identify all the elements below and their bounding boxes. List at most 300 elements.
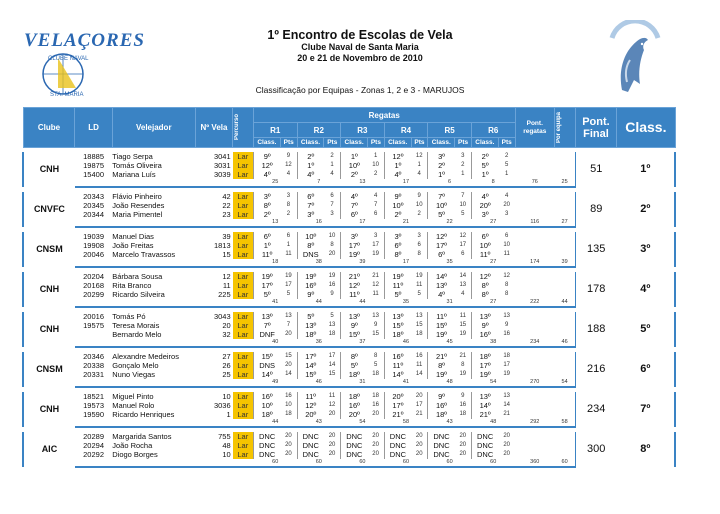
sail-number: 15 bbox=[222, 250, 231, 259]
race-points: 13 bbox=[503, 393, 511, 399]
race-class: 4º bbox=[471, 192, 498, 201]
course: Lar bbox=[233, 450, 254, 459]
race-points: 5 bbox=[417, 291, 421, 297]
race-total: 8 bbox=[471, 179, 515, 187]
race-points: 2 bbox=[373, 171, 378, 177]
class-subheader: Class. bbox=[471, 138, 498, 148]
race-points: 14 bbox=[285, 371, 292, 377]
sail-number: 3031 bbox=[213, 161, 231, 170]
pont-final: 51 bbox=[575, 152, 617, 187]
sail-number: 3039 bbox=[213, 170, 231, 179]
table-row bbox=[23, 352, 675, 361]
race-class: 8º bbox=[341, 352, 368, 361]
race-points: 5 bbox=[461, 211, 465, 217]
race-class: 1º bbox=[428, 170, 455, 179]
race-class: 8º bbox=[471, 281, 498, 290]
race-class: 3º bbox=[428, 152, 455, 161]
pts-subheader: Pts bbox=[368, 138, 385, 148]
race-header-6: R6 bbox=[471, 123, 515, 138]
pont-regatas-cell bbox=[515, 392, 554, 419]
race-class: 11º bbox=[428, 312, 455, 321]
race-points: 8 bbox=[461, 362, 465, 368]
race-class: 1º bbox=[341, 152, 368, 161]
race-points: 1 bbox=[330, 162, 334, 168]
race-class: 9º bbox=[297, 290, 324, 299]
race-class: 1º bbox=[384, 161, 411, 170]
race-class: 11º bbox=[341, 290, 368, 299]
sailor-ld: 20343 bbox=[83, 192, 104, 201]
race-total: 60 bbox=[428, 459, 472, 467]
race-total: 49 bbox=[253, 379, 297, 387]
sail-number: 32 bbox=[222, 330, 231, 339]
team-pont-regatas: 174 bbox=[515, 259, 554, 267]
pont-regatas-cell bbox=[515, 312, 554, 339]
course: Lar bbox=[233, 361, 254, 370]
course: Lar bbox=[233, 401, 254, 410]
sailor-name: Manuel Dias bbox=[112, 232, 154, 241]
race-class: 10º bbox=[428, 201, 455, 210]
race-class: 11º bbox=[384, 281, 411, 290]
race-points: 20 bbox=[459, 451, 467, 457]
race-points: 1 bbox=[461, 171, 465, 177]
sail-number: 25 bbox=[222, 370, 231, 379]
por-equipa-cell bbox=[554, 152, 575, 179]
race-points: 6 bbox=[330, 193, 334, 199]
team-por-equipa: 44 bbox=[554, 299, 575, 307]
class-subheader: Class. bbox=[297, 138, 324, 148]
race-points: 21 bbox=[459, 353, 467, 359]
race-points: 17 bbox=[503, 362, 511, 368]
race-class: 18º bbox=[297, 330, 324, 339]
race-header-5: R5 bbox=[428, 123, 472, 138]
sail-number: 3041 bbox=[213, 152, 231, 161]
race-class: 9º bbox=[471, 321, 498, 330]
team-club: CNSM bbox=[23, 232, 75, 267]
race-points: 18 bbox=[503, 353, 511, 359]
race-points: 2 bbox=[286, 211, 291, 217]
race-total: 60 bbox=[253, 459, 297, 467]
race-class: 20º bbox=[471, 201, 498, 210]
race-class: 12º bbox=[428, 232, 455, 241]
race-class: DNC bbox=[253, 441, 280, 450]
sail-number: 11 bbox=[222, 281, 231, 290]
race-total: 58 bbox=[384, 419, 428, 427]
sailor-ld: 19908 bbox=[83, 241, 104, 250]
sail-number: 23 bbox=[222, 210, 231, 219]
race-total: 27 bbox=[471, 219, 515, 227]
course: Lar bbox=[233, 392, 254, 401]
race-points: 10 bbox=[328, 233, 336, 239]
course: Lar bbox=[233, 272, 254, 281]
sailor-ld: 19875 bbox=[83, 161, 104, 170]
sailor-name: Ricardo Henriques bbox=[112, 410, 175, 419]
race-points: 20 bbox=[372, 451, 379, 457]
race-points: 13 bbox=[372, 313, 379, 319]
race-points: 20 bbox=[328, 451, 336, 457]
race-class: 12º bbox=[471, 272, 498, 281]
race-class: 8º bbox=[428, 361, 455, 370]
race-points: 2 bbox=[461, 162, 465, 168]
pts-subheader: Pts bbox=[280, 138, 297, 148]
race-class: DNS bbox=[253, 361, 280, 370]
sailor-name: Miguel Pinto bbox=[112, 392, 154, 401]
sailor-name: Teresa Morais bbox=[112, 321, 160, 330]
race-points: 7 bbox=[373, 202, 378, 208]
sail-number: 20 bbox=[222, 321, 231, 330]
race-class: 11º bbox=[297, 392, 324, 401]
race-points: 4 bbox=[373, 193, 378, 199]
race-points: 9 bbox=[373, 322, 378, 328]
sailor-name: Ricardo Silveira bbox=[112, 290, 165, 299]
race-points: 19 bbox=[328, 273, 336, 279]
race-points: 16 bbox=[372, 402, 379, 408]
race-points: 11 bbox=[285, 251, 292, 257]
race-class: DNC bbox=[384, 432, 411, 441]
race-class: 8º bbox=[297, 241, 324, 250]
race-class: 9º bbox=[428, 392, 455, 401]
race-total: 31 bbox=[428, 299, 472, 307]
race-class: DNC bbox=[253, 432, 280, 441]
race-class: 14º bbox=[297, 361, 324, 370]
race-points: 6 bbox=[417, 242, 421, 248]
sailor-ld: 20016 bbox=[83, 312, 104, 321]
race-points: 7 bbox=[461, 193, 465, 199]
race-points: 20 bbox=[503, 451, 511, 457]
race-class: DNC bbox=[384, 441, 411, 450]
race-total: 17 bbox=[384, 259, 428, 267]
race-class: DNC bbox=[428, 450, 455, 459]
course: Lar bbox=[233, 250, 254, 259]
race-total: 44 bbox=[253, 419, 297, 427]
race-points: 1 bbox=[505, 171, 509, 177]
race-class: 16º bbox=[384, 352, 411, 361]
team-por-equipa: 54 bbox=[554, 379, 575, 387]
race-total: 39 bbox=[341, 259, 385, 267]
race-class: DNC bbox=[428, 441, 455, 450]
race-class: 13º bbox=[471, 392, 498, 401]
logo-subtext-2: STA. MARIA bbox=[50, 92, 84, 98]
totals-spacer bbox=[75, 419, 254, 427]
sailor-name: Diogo Borges bbox=[112, 450, 158, 459]
race-class: 4º bbox=[253, 170, 280, 179]
race-points: 11 bbox=[416, 282, 423, 288]
race-points: 14 bbox=[503, 402, 511, 408]
race-class: 2º bbox=[253, 210, 280, 219]
race-points: 8 bbox=[505, 291, 509, 297]
race-class: 11º bbox=[384, 361, 411, 370]
race-points: 18 bbox=[459, 411, 467, 417]
race-header-1: R1 bbox=[253, 123, 297, 138]
team-place: 6º bbox=[617, 352, 675, 387]
race-total: 43 bbox=[297, 419, 341, 427]
race-points: 11 bbox=[372, 291, 379, 297]
race-points: 3 bbox=[417, 233, 421, 239]
race-class: 12º bbox=[384, 152, 411, 161]
title-block bbox=[200, 28, 520, 64]
race-points: 19 bbox=[459, 371, 467, 377]
race-points: 10 bbox=[503, 242, 511, 248]
sailor-ld: 20294 bbox=[83, 441, 104, 450]
logo-text: VELAÇORES bbox=[24, 30, 145, 51]
race-points: 15 bbox=[285, 353, 292, 359]
pont-final: 234 bbox=[575, 392, 617, 427]
sailor-ld: 19573 bbox=[83, 401, 104, 410]
race-points: 13 bbox=[415, 313, 423, 319]
sailor-ld: 20168 bbox=[83, 281, 104, 290]
race-class: 12º bbox=[297, 401, 324, 410]
race-points: 11 bbox=[416, 362, 423, 368]
race-total: 44 bbox=[341, 299, 385, 307]
sail-number: 755 bbox=[218, 432, 231, 441]
pts-subheader: Pts bbox=[455, 138, 472, 148]
race-total: 48 bbox=[471, 419, 515, 427]
event-dates: 20 e 21 de Novembro de 2010 bbox=[297, 53, 423, 63]
race-total: 27 bbox=[471, 259, 515, 267]
course: Lar bbox=[233, 241, 254, 250]
col-pont-final: Pont. Final bbox=[575, 108, 617, 148]
race-class: 13º bbox=[297, 321, 324, 330]
event-organizer: Clube Naval de Santa Maria bbox=[301, 42, 419, 52]
sailor-name: Tiago Serpa bbox=[112, 152, 153, 161]
race-class: 18º bbox=[384, 330, 411, 339]
sailor-ld: 20344 bbox=[83, 210, 104, 219]
race-points: 17 bbox=[328, 353, 336, 359]
race-class: 5º bbox=[297, 312, 324, 321]
race-class: DNC bbox=[341, 432, 368, 441]
sailor-name: Marcelo Travassos bbox=[112, 250, 176, 259]
race-points: 20 bbox=[503, 202, 511, 208]
race-total: 41 bbox=[253, 299, 297, 307]
race-points: 3 bbox=[286, 193, 291, 199]
race-points: 5 bbox=[330, 313, 334, 319]
table-row bbox=[23, 392, 675, 401]
race-points: 20 bbox=[415, 451, 423, 457]
table-row bbox=[23, 152, 675, 161]
race-points: 10 bbox=[459, 202, 467, 208]
race-class: DNC bbox=[297, 432, 324, 441]
race-points: 13 bbox=[459, 282, 467, 288]
race-class: 7º bbox=[297, 201, 324, 210]
por-equipa-cell bbox=[554, 232, 575, 259]
race-total: 27 bbox=[471, 299, 515, 307]
race-class: 6º bbox=[341, 210, 368, 219]
race-points: 17 bbox=[372, 242, 379, 248]
class-subheader: Class. bbox=[384, 138, 411, 148]
race-class: 6º bbox=[297, 192, 324, 201]
race-class: 15º bbox=[384, 321, 411, 330]
race-total: 54 bbox=[471, 379, 515, 387]
race-class: 10º bbox=[471, 241, 498, 250]
table-row bbox=[23, 312, 675, 321]
race-points: 3 bbox=[373, 233, 378, 239]
race-total: 37 bbox=[341, 339, 385, 347]
sail-number: 39 bbox=[222, 232, 231, 241]
course: Lar bbox=[233, 192, 254, 201]
pont-final: 188 bbox=[575, 312, 617, 347]
sailor-name: Margarida Santos bbox=[112, 432, 172, 441]
race-class: 13º bbox=[253, 312, 280, 321]
sail-number: 42 bbox=[222, 192, 231, 201]
pont-regatas-cell bbox=[515, 432, 554, 459]
race-class: 21º bbox=[384, 410, 411, 419]
race-class: 3º bbox=[297, 210, 324, 219]
race-total: 38 bbox=[297, 259, 341, 267]
team-por-equipa: 39 bbox=[554, 259, 575, 267]
race-points: 2 bbox=[505, 153, 509, 159]
race-class: DNC bbox=[471, 441, 498, 450]
course: Lar bbox=[233, 201, 254, 210]
team-pont-regatas: 234 bbox=[515, 339, 554, 347]
race-class: 2º bbox=[297, 152, 324, 161]
race-class: 6º bbox=[253, 232, 280, 241]
course: Lar bbox=[233, 441, 254, 450]
table-body bbox=[23, 148, 675, 468]
race-total: 18 bbox=[253, 259, 297, 267]
race-points: 4 bbox=[461, 291, 465, 297]
race-class: 20º bbox=[341, 410, 368, 419]
pont-final: 216 bbox=[575, 352, 617, 387]
race-class: 18º bbox=[471, 352, 498, 361]
race-points: 20 bbox=[372, 411, 379, 417]
sailor-name: João Resendes bbox=[112, 201, 165, 210]
race-points: 8 bbox=[286, 202, 291, 208]
race-class: 17º bbox=[384, 401, 411, 410]
race-total: 36 bbox=[297, 339, 341, 347]
race-points: 17 bbox=[285, 282, 292, 288]
sailor-ld: 20289 bbox=[83, 432, 104, 441]
race-class: DNC bbox=[297, 441, 324, 450]
team-place: 5º bbox=[617, 312, 675, 347]
team-por-equipa: 25 bbox=[554, 179, 575, 187]
race-points: 4 bbox=[286, 171, 291, 177]
race-total: 46 bbox=[384, 339, 428, 347]
race-points: 18 bbox=[285, 411, 292, 417]
race-points: 20 bbox=[372, 442, 379, 448]
team-place: 7º bbox=[617, 392, 675, 427]
totals-spacer bbox=[75, 339, 254, 347]
race-points: 12 bbox=[503, 273, 511, 279]
race-points: 13 bbox=[503, 313, 511, 319]
sail-number: 1 bbox=[226, 410, 231, 419]
totals-spacer bbox=[75, 379, 254, 387]
course: Lar bbox=[233, 281, 254, 290]
race-class: 6º bbox=[471, 232, 498, 241]
race-points: 8 bbox=[417, 251, 421, 257]
race-class: 15º bbox=[341, 330, 368, 339]
race-points: 17 bbox=[459, 242, 467, 248]
race-points: 19 bbox=[415, 273, 423, 279]
team-por-equipa: 60 bbox=[554, 459, 575, 467]
race-points: 5 bbox=[286, 291, 291, 297]
race-points: 4 bbox=[330, 171, 334, 177]
race-total: 13 bbox=[253, 219, 297, 227]
sailor-name: Bernardo Melo bbox=[112, 330, 162, 339]
race-class: 2º bbox=[384, 210, 411, 219]
race-points: 4 bbox=[417, 171, 421, 177]
race-class: 17º bbox=[471, 361, 498, 370]
team-por-equipa: 46 bbox=[554, 339, 575, 347]
race-class: 1º bbox=[297, 161, 324, 170]
race-header-3: R3 bbox=[341, 123, 385, 138]
team-place: 3º bbox=[617, 232, 675, 267]
race-class: 21º bbox=[428, 352, 455, 361]
race-points: 16 bbox=[285, 393, 292, 399]
race-total: 60 bbox=[297, 459, 341, 467]
logo-subtext: CLUBE NAVAL bbox=[48, 56, 89, 62]
race-points: 11 bbox=[328, 393, 336, 399]
sailor-ld: 19590 bbox=[83, 410, 104, 419]
race-points: 8 bbox=[373, 353, 378, 359]
race-class: 12º bbox=[341, 281, 368, 290]
team-pont-regatas: 76 bbox=[515, 179, 554, 187]
pts-subheader: Pts bbox=[498, 138, 515, 148]
por-equipa-cell bbox=[554, 352, 575, 379]
race-class: 3º bbox=[341, 232, 368, 241]
sail-number: 3043 bbox=[213, 312, 231, 321]
race-points: 3 bbox=[330, 211, 334, 217]
pont-final: 89 bbox=[575, 192, 617, 227]
race-class: 4º bbox=[297, 170, 324, 179]
sail-number: 225 bbox=[218, 290, 231, 299]
race-class: 1º bbox=[253, 241, 280, 250]
pont-final: 178 bbox=[575, 272, 617, 307]
race-points: 18 bbox=[372, 393, 379, 399]
pont-regatas-cell bbox=[515, 352, 554, 379]
race-class: 7º bbox=[341, 201, 368, 210]
race-class: 5º bbox=[428, 210, 455, 219]
race-points: 10 bbox=[372, 162, 379, 168]
race-class: DNS bbox=[297, 250, 324, 259]
race-class: 19º bbox=[471, 370, 498, 379]
course: Lar bbox=[233, 370, 254, 379]
race-points: 1 bbox=[286, 242, 291, 248]
race-total: 25 bbox=[253, 179, 297, 187]
results-table bbox=[22, 107, 676, 468]
race-class: 4º bbox=[428, 290, 455, 299]
race-points: 6 bbox=[505, 233, 509, 239]
race-header-2: R2 bbox=[297, 123, 341, 138]
race-points: 9 bbox=[505, 322, 509, 328]
pont-final: 135 bbox=[575, 232, 617, 267]
team-place: 4º bbox=[617, 272, 675, 307]
sailor-ld: 20204 bbox=[83, 272, 104, 281]
team-pont-regatas: 270 bbox=[515, 379, 554, 387]
race-class: 17º bbox=[428, 241, 455, 250]
col-percurso-label: Percurso bbox=[234, 114, 241, 141]
race-points: 20 bbox=[459, 442, 467, 448]
race-points: 3 bbox=[461, 153, 465, 159]
sailor-ld: 20346 bbox=[83, 352, 104, 361]
race-points: 18 bbox=[415, 331, 423, 337]
race-total: 45 bbox=[428, 339, 472, 347]
course: Lar bbox=[233, 410, 254, 419]
race-class: DNC bbox=[428, 432, 455, 441]
sailor-name: João Rocha bbox=[112, 441, 153, 450]
race-total: 43 bbox=[428, 419, 472, 427]
race-class: 8º bbox=[471, 290, 498, 299]
race-points: 3 bbox=[505, 211, 509, 217]
sailor-name: Gonçalo Melo bbox=[112, 361, 159, 370]
race-total: 22 bbox=[428, 219, 472, 227]
race-class: 13º bbox=[471, 312, 498, 321]
race-class: 7º bbox=[428, 192, 455, 201]
race-total: 40 bbox=[253, 339, 297, 347]
race-class: 9º bbox=[384, 192, 411, 201]
sailor-name: Nuno Viegas bbox=[112, 370, 156, 379]
team-club: CNH bbox=[23, 312, 75, 347]
table-row bbox=[23, 432, 675, 441]
race-points: 14 bbox=[328, 362, 336, 368]
